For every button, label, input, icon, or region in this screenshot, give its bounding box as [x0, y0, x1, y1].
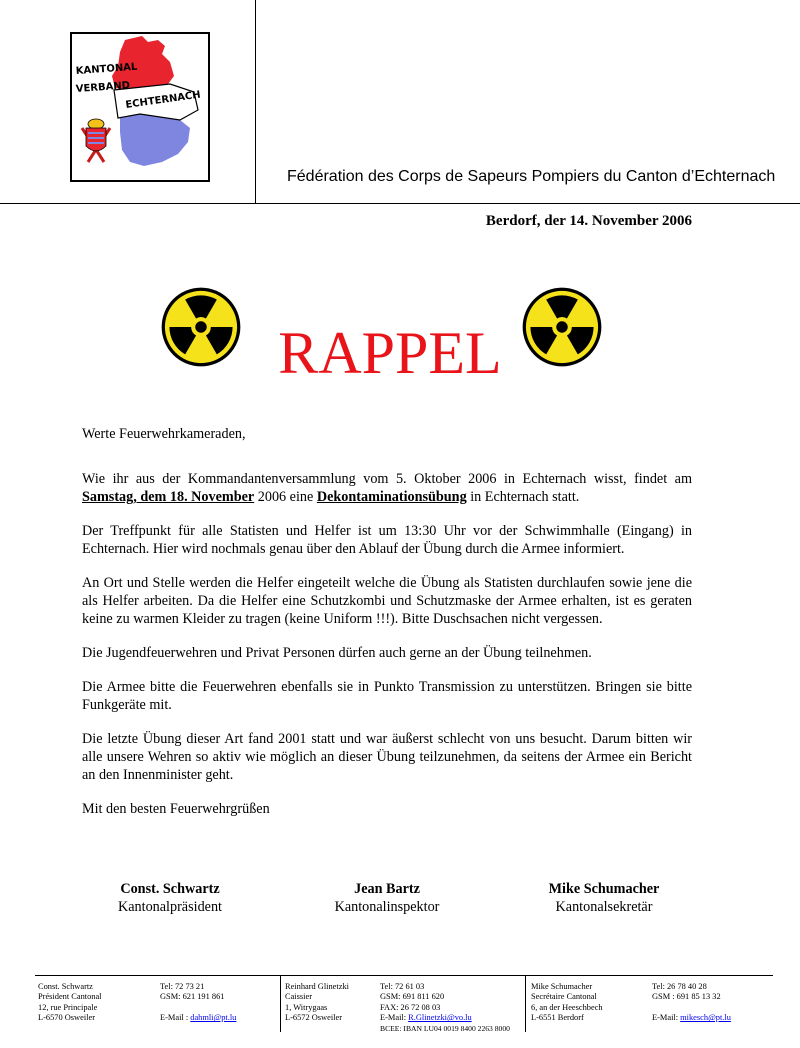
- footer-separator: [280, 976, 281, 1032]
- footer-email-label: E-Mail:: [652, 1013, 681, 1023]
- email-link-cashier[interactable]: R.Glinetzki@vo.lu: [408, 1013, 472, 1023]
- email-link-president[interactable]: dahmli@pt.lu: [190, 1013, 237, 1023]
- email-link-secretary[interactable]: mikesch@pt.lu: [680, 1013, 731, 1023]
- paragraph-participation: Die Jugendfeuerwehren und Privat Personen dürfen auch gerne an der Übung teilnehmen.: [82, 645, 592, 661]
- footer-secretary-contact: [652, 982, 731, 1024]
- paragraph-text: Wie ihr aus der Kommandantenversammlung vom 5. Oktober 2006 in Echternach wisst, findet am: [82, 471, 692, 487]
- footer-line: 6, an der Heeschbech: [531, 1002, 603, 1012]
- footer-line: Caissier: [285, 992, 312, 1002]
- paragraph-text: 2006 eine: [254, 489, 317, 505]
- event-date: Samstag, dem 18. November: [82, 489, 255, 505]
- footer-bank-account: BCEE: IBAN LU04 0019 8400 2263 8000: [380, 1023, 510, 1033]
- fire-brigade-emblem: [82, 119, 110, 162]
- paragraph-transmission: Die Armee bitte die Feuerwehren ebenfalls sie in Punkto Transmission zu unterstützen. Bringen sie bitte Funkgeräte mit.: [82, 679, 692, 713]
- letter-body: [82, 425, 692, 818]
- footer-phone: Tel: 26 78 40 28: [652, 982, 707, 991]
- signatory-role: Kantonalinspektor: [334, 899, 440, 915]
- canton-logo: [70, 32, 210, 182]
- signature-block: [297, 880, 477, 916]
- paragraph-instructions: An Ort und Stelle werden die Helfer eingeteilt welche die Übung als Statisten durchlaufen sowie jene die als Helfer arbeiten. Da die Helfer eine Schutzkombi und Schutzmaske der Armee erhalten, ist es geraten keine zu warmen Kleider zu tragen (keine Uniform !!!). Bitte Duschsachen nicht vergessen.: [82, 575, 692, 627]
- footer-mobile: GSM: 621 191 861: [160, 992, 225, 1002]
- footer-line: Secrétaire Cantonal: [531, 992, 597, 1002]
- signatory-role: Kantonalsekretär: [555, 899, 653, 915]
- salutation: Werte Feuerwehrkameraden,: [82, 426, 246, 442]
- footer-line: Mike Schumacher: [531, 982, 593, 991]
- closing: Mit den besten Feuerwehrgrüßen: [82, 801, 270, 817]
- logo-text-3: ECHTERNACH: [124, 89, 202, 111]
- footer-line: L-6572 Osweiler: [285, 1013, 342, 1023]
- paragraph-meeting-point: Der Treffpunkt für alle Statisten und Helfer ist um 13:30 Uhr vor der Schwimmhalle (Eingang) in Echternach. Hier wird nochmals genau über den Ablauf der Übung durch die Armee informiert.: [82, 523, 692, 557]
- organization-title: Fédération des Corps de Sapeurs Pompiers du Canton d’Echternach: [287, 168, 776, 185]
- footer-email-label: E-Mail :: [160, 1013, 191, 1023]
- letter-date: Berdorf, der 14. November 2006: [485, 213, 692, 229]
- rappel-title: RAPPEL: [278, 320, 502, 386]
- footer-mobile: GSM: 691 811 620: [380, 992, 445, 1002]
- footer-cashier-address: [285, 982, 349, 1024]
- footer-email-label: E-Mail:: [380, 1013, 409, 1023]
- footer-cashier-contact: [380, 982, 510, 1034]
- footer-line: L-6570 Osweiler: [38, 1013, 95, 1023]
- paragraph-text: in Echternach statt.: [466, 489, 580, 505]
- radiation-icon: [521, 286, 603, 368]
- footer-line: 1, Witrygaas: [285, 1002, 328, 1012]
- footer-line: Président Cantonal: [38, 992, 102, 1002]
- footer-secretary-address: [531, 982, 603, 1024]
- signatory-name: Mike Schumacher: [548, 881, 660, 897]
- footer-line: L-6551 Berdorf: [531, 1013, 584, 1023]
- footer-phone: Tel: 72 73 21: [160, 982, 205, 991]
- header-vertical-rule: [255, 0, 256, 203]
- signatory-name: Const. Schwartz: [120, 881, 220, 897]
- footer-separator: [525, 976, 526, 1032]
- footer-rule: [35, 975, 773, 976]
- signature-block: [514, 880, 694, 916]
- signatory-name: Jean Bartz: [354, 881, 420, 897]
- event-name: Dekontaminationsübung: [316, 489, 467, 505]
- footer-fax: FAX: 26 72 08 03: [380, 1002, 441, 1012]
- logo-text-1: KANTONAL: [75, 61, 138, 77]
- signatory-role: Kantonalpräsident: [117, 899, 222, 915]
- footer-president-address: [38, 982, 102, 1024]
- footer-line: Reinhard Glinetzki: [285, 982, 349, 991]
- paragraph-last-exercise: Die letzte Übung dieser Art fand 2001 statt und war äußerst schlecht von uns besucht. Darum bitten wir alle unsere Wehren so aktiv wie möglich an dieser Übung teilzunehmen, da seitens der Armee ein Bericht an den Innenminister geht.: [82, 731, 692, 783]
- footer-phone: Tel: 72 61 03: [380, 982, 425, 991]
- logo-text-2: VERBAND: [75, 80, 131, 95]
- footer-line: 12, rue Principale: [38, 1002, 98, 1012]
- footer-president-contact: [160, 982, 236, 1024]
- footer-mobile: GSM : 691 85 13 32: [652, 992, 721, 1002]
- signature-block: [80, 880, 260, 916]
- footer-line: Const. Schwartz: [38, 982, 93, 991]
- header-horizontal-rule: [0, 203, 800, 204]
- paragraph-announcement: [82, 470, 692, 506]
